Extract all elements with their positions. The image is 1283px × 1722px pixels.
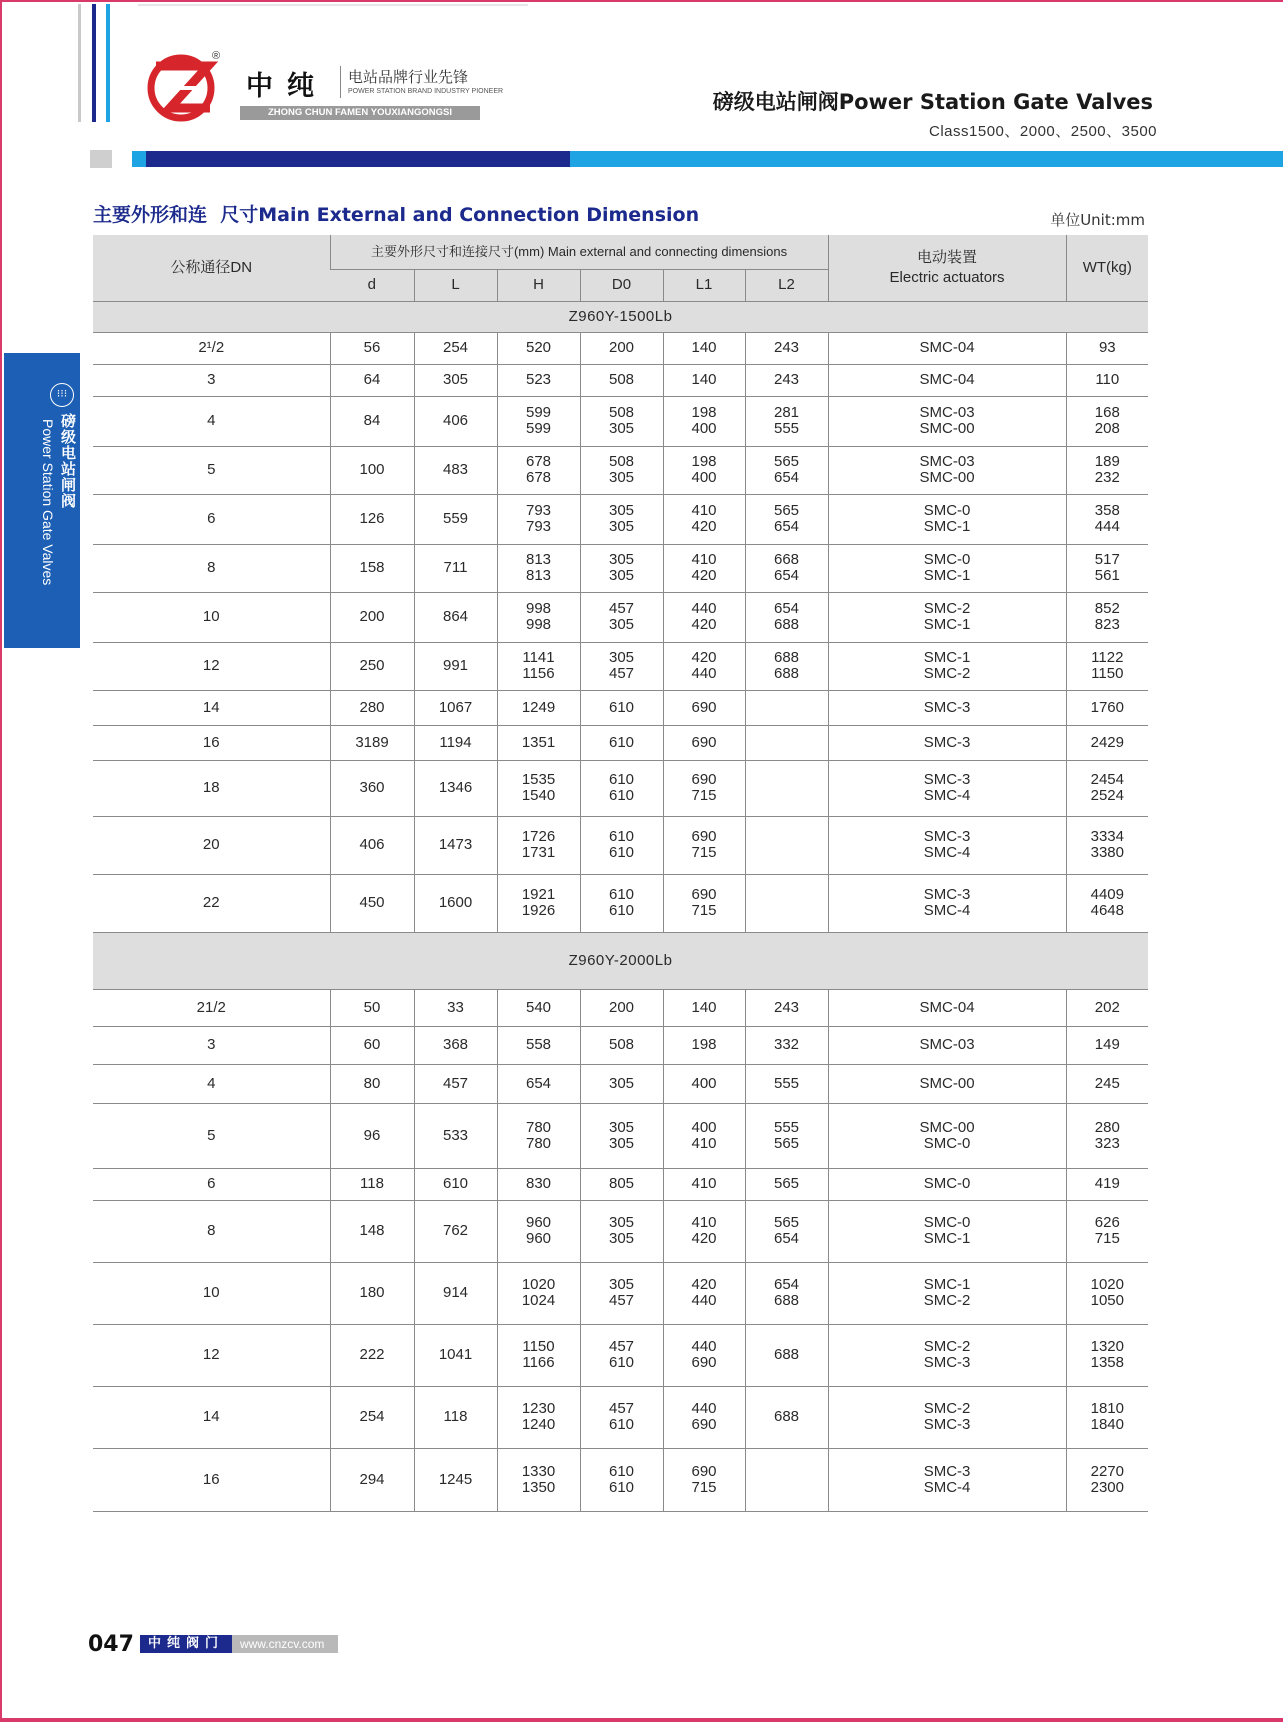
cell-actuator: SMC-03 SMC-00 xyxy=(828,396,1066,446)
cell-dn: 14 xyxy=(93,690,330,725)
cell-d: 200 xyxy=(330,592,414,642)
cell-actuator: SMC-04 xyxy=(828,364,1066,396)
table-row xyxy=(93,1064,1148,1103)
cell-l1: 420 440 xyxy=(663,1262,745,1324)
cell-h: 830 xyxy=(497,1168,580,1200)
table-row xyxy=(93,1026,1148,1064)
cell-l: 406 xyxy=(414,396,497,446)
cell-d: 254 xyxy=(330,1386,414,1448)
cell-d0: 305 xyxy=(580,1064,663,1103)
cell-d0: 610 610 xyxy=(580,874,663,932)
cell-h: 678 678 xyxy=(497,446,580,494)
cell-l2: 688 688 xyxy=(745,642,828,690)
brand-name: 中纯 xyxy=(246,71,328,102)
cell-l: 483 xyxy=(414,446,497,494)
footer-brand: 中纯阀门 xyxy=(140,1635,232,1653)
cell-d: 3189 xyxy=(330,725,414,760)
cell-d: 406 xyxy=(330,816,414,874)
cell-l2: 688 xyxy=(745,1386,828,1448)
dots-circle-icon: ⁝⁝⁝ xyxy=(50,383,74,407)
header-l1: L1 xyxy=(663,269,745,301)
table-row xyxy=(93,544,1148,592)
cell-actuator: SMC-2 SMC-1 xyxy=(828,592,1066,642)
cell-weight: 517 561 xyxy=(1066,544,1148,592)
cell-dn: 10 xyxy=(93,592,330,642)
cell-l2 xyxy=(745,816,828,874)
cell-d: 250 xyxy=(330,642,414,690)
cell-d0: 610 xyxy=(580,725,663,760)
cell-dn: 18 xyxy=(93,760,330,816)
cell-l2 xyxy=(745,1448,828,1511)
cell-dn: 20 xyxy=(93,816,330,874)
cell-h: 599 599 xyxy=(497,396,580,446)
dimension-table xyxy=(93,235,1148,1512)
cell-d: 56 xyxy=(330,332,414,364)
cell-d0: 457 610 xyxy=(580,1386,663,1448)
footer-url[interactable]: www.cnzcv.com xyxy=(232,1635,338,1653)
cell-d0: 610 610 xyxy=(580,760,663,816)
cell-dn: 6 xyxy=(93,1168,330,1200)
cell-dn: 12 xyxy=(93,642,330,690)
cell-dn: 22 xyxy=(93,874,330,932)
side-tab-cn: 磅级电站闸阀 xyxy=(59,413,77,509)
page-frame-left xyxy=(0,0,2,1722)
cell-d: 64 xyxy=(330,364,414,396)
cell-l: 914 xyxy=(414,1262,497,1324)
cell-h: 1351 xyxy=(497,725,580,760)
cell-l1: 410 420 xyxy=(663,544,745,592)
cell-dn: 12 xyxy=(93,1324,330,1386)
cell-actuator: SMC-3 xyxy=(828,690,1066,725)
cell-dn: 8 xyxy=(93,544,330,592)
cell-actuator: SMC-00 xyxy=(828,1064,1066,1103)
page-number: 047 xyxy=(88,1631,134,1657)
table-row xyxy=(93,364,1148,396)
cell-weight: 110 xyxy=(1066,364,1148,396)
cell-l: 533 xyxy=(414,1103,497,1168)
cell-dn: 2¹/2 xyxy=(93,332,330,364)
cell-weight: 189 232 xyxy=(1066,446,1148,494)
cell-l1: 440 420 xyxy=(663,592,745,642)
cell-dn: 6 xyxy=(93,494,330,544)
cell-h: 654 xyxy=(497,1064,580,1103)
cell-l1: 690 715 xyxy=(663,760,745,816)
header-l: L xyxy=(414,269,497,301)
header-dn: 公称通径DN xyxy=(93,235,330,301)
cell-weight: 1020 1050 xyxy=(1066,1262,1148,1324)
section-row xyxy=(93,301,1148,332)
cell-l: 711 xyxy=(414,544,497,592)
table-row xyxy=(93,690,1148,725)
cell-actuator: SMC-0 SMC-1 xyxy=(828,544,1066,592)
cell-d: 80 xyxy=(330,1064,414,1103)
cell-d0: 610 610 xyxy=(580,816,663,874)
cell-l1: 140 xyxy=(663,332,745,364)
cell-d0: 305 305 xyxy=(580,1200,663,1262)
cell-l1: 198 xyxy=(663,1026,745,1064)
cell-l1: 690 xyxy=(663,725,745,760)
cell-l2 xyxy=(745,760,828,816)
cell-l1: 400 410 xyxy=(663,1103,745,1168)
cell-l: 991 xyxy=(414,642,497,690)
cell-d0: 508 305 xyxy=(580,396,663,446)
page-frame-bottom xyxy=(0,1718,1283,1722)
cell-weight: 2429 xyxy=(1066,725,1148,760)
cell-l1: 198 400 xyxy=(663,396,745,446)
side-tab-en: Power Station Gate Valves xyxy=(40,419,56,586)
cell-dn: 16 xyxy=(93,725,330,760)
cell-dn: 14 xyxy=(93,1386,330,1448)
cell-actuator: SMC-03 SMC-00 xyxy=(828,446,1066,494)
cell-l2: 243 xyxy=(745,364,828,396)
cell-d0: 457 305 xyxy=(580,592,663,642)
cell-l2: 565 xyxy=(745,1168,828,1200)
cell-h: 1020 1024 xyxy=(497,1262,580,1324)
cell-d: 100 xyxy=(330,446,414,494)
table-row xyxy=(93,1103,1148,1168)
cell-weight: 852 823 xyxy=(1066,592,1148,642)
cell-dn: 10 xyxy=(93,1262,330,1324)
cell-dn: 21/2 xyxy=(93,989,330,1026)
cell-d0: 805 xyxy=(580,1168,663,1200)
unit-label: 单位Unit:mm xyxy=(1050,211,1145,229)
cell-d0: 457 610 xyxy=(580,1324,663,1386)
cell-dn: 16 xyxy=(93,1448,330,1511)
brand-strip: ZHONG CHUN FAMEN YOUXIANGONGSI xyxy=(240,106,480,120)
cell-l1: 420 440 xyxy=(663,642,745,690)
color-bar-blue xyxy=(570,151,1283,167)
cell-weight: 419 xyxy=(1066,1168,1148,1200)
cell-l1: 400 xyxy=(663,1064,745,1103)
cell-d0: 610 xyxy=(580,690,663,725)
cell-d: 84 xyxy=(330,396,414,446)
cell-l1: 690 715 xyxy=(663,874,745,932)
cell-d0: 305 457 xyxy=(580,642,663,690)
cell-h: 813 813 xyxy=(497,544,580,592)
cell-h: 1921 1926 xyxy=(497,874,580,932)
header-rule-blue xyxy=(106,4,110,122)
cell-l1: 440 690 xyxy=(663,1386,745,1448)
cell-l2: 654 688 xyxy=(745,1262,828,1324)
cell-l1: 198 400 xyxy=(663,446,745,494)
cell-l: 368 xyxy=(414,1026,497,1064)
table-row xyxy=(93,1262,1148,1324)
header-h: H xyxy=(497,269,580,301)
cell-weight: 1122 1150 xyxy=(1066,642,1148,690)
table-row xyxy=(93,642,1148,690)
cell-l: 1600 xyxy=(414,874,497,932)
header-d0: D0 xyxy=(580,269,663,301)
cell-l2: 332 xyxy=(745,1026,828,1064)
cell-l: 1067 xyxy=(414,690,497,725)
cell-l1: 410 xyxy=(663,1168,745,1200)
cell-weight: 358 444 xyxy=(1066,494,1148,544)
cell-h: 520 xyxy=(497,332,580,364)
cell-d: 280 xyxy=(330,690,414,725)
cell-l2: 668 654 xyxy=(745,544,828,592)
table-row xyxy=(93,989,1148,1026)
cell-d0: 610 610 xyxy=(580,1448,663,1511)
cell-l: 33 xyxy=(414,989,497,1026)
section-model: Z960Y-2000Lb xyxy=(93,932,1148,989)
cell-h: 1535 1540 xyxy=(497,760,580,816)
cell-l: 1473 xyxy=(414,816,497,874)
slogan-cn: 电站品牌行业先锋 xyxy=(348,68,469,86)
cell-l1: 410 420 xyxy=(663,1200,745,1262)
cell-weight: 93 xyxy=(1066,332,1148,364)
cell-h: 1726 1731 xyxy=(497,816,580,874)
table-row xyxy=(93,1324,1148,1386)
cell-d: 158 xyxy=(330,544,414,592)
cell-actuator: SMC-1 SMC-2 xyxy=(828,642,1066,690)
cell-weight: 202 xyxy=(1066,989,1148,1026)
cell-h: 780 780 xyxy=(497,1103,580,1168)
cell-l: 1346 xyxy=(414,760,497,816)
cell-l2: 243 xyxy=(745,332,828,364)
cell-actuator: SMC-04 xyxy=(828,332,1066,364)
table-row xyxy=(93,592,1148,642)
brand-separator xyxy=(340,66,341,98)
cell-d: 180 xyxy=(330,1262,414,1324)
cell-d0: 305 305 xyxy=(580,494,663,544)
cell-actuator: SMC-0 SMC-1 xyxy=(828,494,1066,544)
cell-l1: 410 420 xyxy=(663,494,745,544)
side-tab xyxy=(4,353,80,648)
cell-dn: 4 xyxy=(93,396,330,446)
cell-actuator: SMC-00 SMC-0 xyxy=(828,1103,1066,1168)
cell-h: 998 998 xyxy=(497,592,580,642)
cell-h: 793 793 xyxy=(497,494,580,544)
table-row xyxy=(93,874,1148,932)
table-row xyxy=(93,332,1148,364)
cell-dn: 5 xyxy=(93,446,330,494)
table-row xyxy=(93,1168,1148,1200)
table-row xyxy=(93,446,1148,494)
cell-l2: 243 xyxy=(745,989,828,1026)
cell-actuator: SMC-2 SMC-3 xyxy=(828,1386,1066,1448)
cell-l1: 140 xyxy=(663,364,745,396)
cell-d: 360 xyxy=(330,760,414,816)
table-row xyxy=(93,1386,1148,1448)
cell-weight: 280 323 xyxy=(1066,1103,1148,1168)
cell-l2: 565 654 xyxy=(745,446,828,494)
cell-l1: 690 715 xyxy=(663,816,745,874)
cell-h: 540 xyxy=(497,989,580,1026)
header-top-line xyxy=(138,4,528,6)
cell-actuator: SMC-1 SMC-2 xyxy=(828,1262,1066,1324)
cell-actuator: SMC-3 SMC-4 xyxy=(828,760,1066,816)
cell-h: 960 960 xyxy=(497,1200,580,1262)
page-frame-top xyxy=(0,0,1283,2)
cell-actuator: SMC-04 xyxy=(828,989,1066,1026)
cell-weight: 1760 xyxy=(1066,690,1148,725)
cell-l2 xyxy=(745,725,828,760)
cell-l: 1194 xyxy=(414,725,497,760)
cell-dn: 5 xyxy=(93,1103,330,1168)
table-row xyxy=(93,816,1148,874)
table-row xyxy=(93,494,1148,544)
cell-l2: 565 654 xyxy=(745,1200,828,1262)
slogan-en: POWER STATION BRAND INDUSTRY PIONEER xyxy=(348,88,504,95)
cell-actuator: SMC-2 SMC-3 xyxy=(828,1324,1066,1386)
cell-l2: 565 654 xyxy=(745,494,828,544)
table-row xyxy=(93,1448,1148,1511)
color-bar-navy xyxy=(146,151,570,167)
cell-l2: 555 xyxy=(745,1064,828,1103)
cell-l1: 690 xyxy=(663,690,745,725)
cell-weight: 245 xyxy=(1066,1064,1148,1103)
cell-l1: 690 715 xyxy=(663,1448,745,1511)
page-title: 磅级电站闸阀Power Station Gate Valves xyxy=(712,90,1153,114)
cell-actuator: SMC-3 xyxy=(828,725,1066,760)
cell-actuator: SMC-3 SMC-4 xyxy=(828,874,1066,932)
table-row xyxy=(93,1200,1148,1262)
cell-dn: 8 xyxy=(93,1200,330,1262)
table-row xyxy=(93,760,1148,816)
cell-h: 1249 xyxy=(497,690,580,725)
color-bar-grey xyxy=(90,150,112,168)
cell-d0: 305 305 xyxy=(580,1103,663,1168)
cell-actuator: SMC-0 SMC-1 xyxy=(828,1200,1066,1262)
cell-d: 222 xyxy=(330,1324,414,1386)
cell-weight: 3334 3380 xyxy=(1066,816,1148,874)
page-footer xyxy=(88,1631,338,1657)
cell-h: 1141 1156 xyxy=(497,642,580,690)
header-rule-grey xyxy=(78,4,81,122)
cell-l: 118 xyxy=(414,1386,497,1448)
cell-d0: 508 xyxy=(580,1026,663,1064)
cell-weight: 626 715 xyxy=(1066,1200,1148,1262)
cell-d0: 508 305 xyxy=(580,446,663,494)
cell-actuator: SMC-3 SMC-4 xyxy=(828,1448,1066,1511)
cell-weight: 149 xyxy=(1066,1026,1148,1064)
cell-l: 254 xyxy=(414,332,497,364)
cell-d0: 305 457 xyxy=(580,1262,663,1324)
cell-d0: 508 xyxy=(580,364,663,396)
cell-l1: 440 690 xyxy=(663,1324,745,1386)
cell-actuator: SMC-03 xyxy=(828,1026,1066,1064)
color-bar-lightblue xyxy=(132,151,146,167)
cell-dn: 3 xyxy=(93,1026,330,1064)
cell-weight: 168 208 xyxy=(1066,396,1148,446)
cell-d: 96 xyxy=(330,1103,414,1168)
table-row xyxy=(93,396,1148,446)
cell-weight: 4409 4648 xyxy=(1066,874,1148,932)
cell-l2: 688 xyxy=(745,1324,828,1386)
cell-d0: 200 xyxy=(580,332,663,364)
company-logo xyxy=(144,52,220,122)
header-d: d xyxy=(330,269,414,301)
header-dimensions-group: 主要外形尺寸和连接尺寸(mm) Main external and connecting dimensions xyxy=(330,235,828,269)
cell-l: 1245 xyxy=(414,1448,497,1511)
cell-weight: 2270 2300 xyxy=(1066,1448,1148,1511)
cell-d: 148 xyxy=(330,1200,414,1262)
cell-l2 xyxy=(745,690,828,725)
section-title: 主要外形和连 尺寸Main External and Connection Dimension xyxy=(93,204,700,226)
cell-dn: 3 xyxy=(93,364,330,396)
cell-weight: 1810 1840 xyxy=(1066,1386,1148,1448)
cell-l2: 555 565 xyxy=(745,1103,828,1168)
cell-d: 60 xyxy=(330,1026,414,1064)
cell-actuator: SMC-0 xyxy=(828,1168,1066,1200)
cell-h: 1230 1240 xyxy=(497,1386,580,1448)
cell-l2: 654 688 xyxy=(745,592,828,642)
cell-dn: 4 xyxy=(93,1064,330,1103)
cell-l: 762 xyxy=(414,1200,497,1262)
table-row xyxy=(93,725,1148,760)
cell-h: 558 xyxy=(497,1026,580,1064)
cell-l1: 140 xyxy=(663,989,745,1026)
cell-l: 305 xyxy=(414,364,497,396)
cell-d0: 200 xyxy=(580,989,663,1026)
cell-l: 1041 xyxy=(414,1324,497,1386)
cell-h: 1330 1350 xyxy=(497,1448,580,1511)
registered-mark: ® xyxy=(212,50,221,62)
header-weight: WT(kg) xyxy=(1066,235,1148,301)
cell-d0: 305 305 xyxy=(580,544,663,592)
cell-actuator: SMC-3 SMC-4 xyxy=(828,816,1066,874)
cell-d: 118 xyxy=(330,1168,414,1200)
page-subtitle: Class1500、2000、2500、3500 xyxy=(929,123,1157,140)
header-rule-navy xyxy=(92,4,96,122)
cell-weight: 1320 1358 xyxy=(1066,1324,1148,1386)
cell-d: 450 xyxy=(330,874,414,932)
cell-h: 523 xyxy=(497,364,580,396)
cell-l: 610 xyxy=(414,1168,497,1200)
cell-d: 294 xyxy=(330,1448,414,1511)
cell-d: 50 xyxy=(330,989,414,1026)
cell-l2 xyxy=(745,874,828,932)
cell-weight: 2454 2524 xyxy=(1066,760,1148,816)
cell-l: 457 xyxy=(414,1064,497,1103)
cell-l2: 281 555 xyxy=(745,396,828,446)
header-actuator: 电动装置 Electric actuators xyxy=(828,235,1066,301)
cell-l: 559 xyxy=(414,494,497,544)
cell-l: 864 xyxy=(414,592,497,642)
header-l2: L2 xyxy=(745,269,828,301)
section-model: Z960Y-1500Lb xyxy=(93,301,1148,332)
cell-d: 126 xyxy=(330,494,414,544)
cell-h: 1150 1166 xyxy=(497,1324,580,1386)
section-row xyxy=(93,932,1148,989)
